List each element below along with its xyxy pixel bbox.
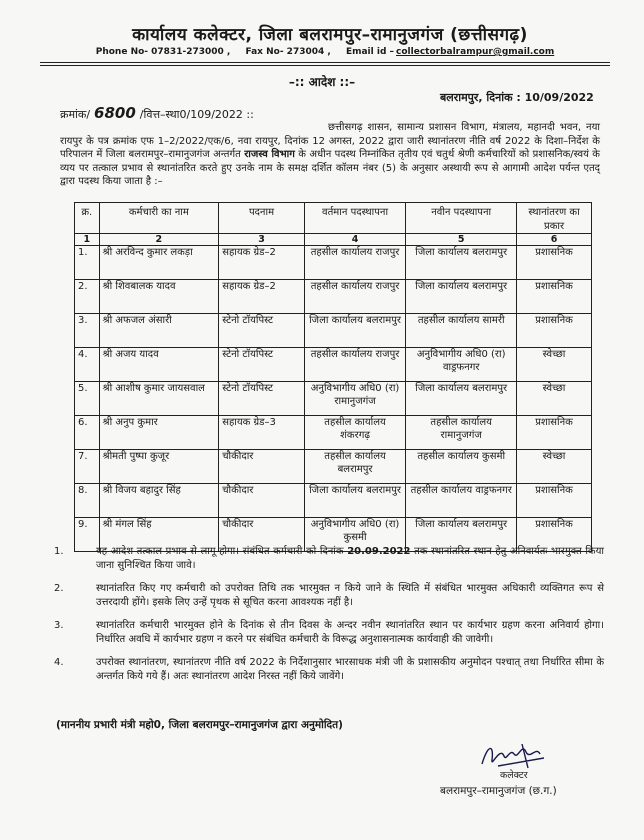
- serial-cell: 3.: [75, 314, 100, 348]
- para-department: राजस्व विभाग: [244, 149, 295, 160]
- col-number: 6: [517, 234, 592, 246]
- header-current-posting: वर्तमान पदस्थापना: [304, 203, 405, 234]
- fax-number: Fax No- 273004 ,: [245, 47, 331, 57]
- note-item: [54, 619, 604, 647]
- note-number: 1.: [54, 546, 64, 557]
- transfer-type-cell: स्वेच्छा: [517, 382, 592, 416]
- email-link[interactable]: collectorbalrampur@gmail.com: [396, 47, 555, 57]
- table-row: [75, 450, 592, 484]
- name-cell: श्री विजय बहादुर सिंह: [99, 484, 219, 518]
- post-cell: स्टेनो टॉयपिस्ट: [219, 382, 305, 416]
- serial-cell: 4.: [75, 348, 100, 382]
- note-number: 4.: [54, 657, 64, 668]
- note-item: [54, 582, 604, 610]
- col-number: 3: [219, 234, 305, 246]
- current-posting-cell: तहसील कार्यालय राजपुर: [304, 280, 405, 314]
- name-cell: श्रीमती पुष्पा कुजूर: [99, 450, 219, 484]
- name-cell: श्री मंगल सिंह: [99, 518, 219, 552]
- contact-line: [60, 47, 590, 57]
- new-posting-cell: तहसील कार्यालय रामानुजगंज: [406, 416, 517, 450]
- post-cell: स्टेनो टॉयपिस्ट: [219, 314, 305, 348]
- serial-cell: 5.: [75, 382, 100, 416]
- current-posting-cell: तहसील कार्यालय बलरामपुर: [304, 450, 405, 484]
- current-posting-cell: अनुविभागीय अधि0 (रा) कुसमी: [304, 518, 405, 552]
- office-title: कार्यालय कलेक्टर, जिला बलरामपुर–रामानुजगंज (छत्तीसगढ़): [132, 25, 528, 45]
- col-number: 4: [304, 234, 405, 246]
- current-posting-cell: अनुविभागीय अधि0 (रा) रामानुजगंज: [304, 382, 405, 416]
- name-cell: श्री शिवबालक यादव: [99, 280, 219, 314]
- new-posting-cell: जिला कार्यालय बलरामपुर: [406, 246, 517, 280]
- signature-icon: [478, 738, 558, 772]
- header-transfer-type: स्थानांतरण का प्रकार: [517, 203, 592, 234]
- current-posting-cell: तहसील कार्यालय राजपुर: [304, 246, 405, 280]
- note-text: स्थानांतरित किए गए कर्मचारी को उपरोक्त तिथि तक भारमुक्त न किये जाने के स्थिति में संबंधित भारमुक्त अधिकारी व्यक्तिगत रूप से उत्तरदायी होंगे। इसके लिए उन्हें पृथक से सूचित करना आवश्यक नहीं है।: [96, 583, 604, 608]
- name-cell: श्री आशीष कुमार जायसवाल: [99, 382, 219, 416]
- note-item: [54, 656, 604, 684]
- ref-prefix: क्रमांक/: [60, 108, 91, 121]
- note-text-end: तक स्थानांतरित स्थान हेतु अनिवार्यतः भारमुक्त किया जाना सुनिश्चित किया जावे।: [96, 546, 604, 571]
- post-cell: सहायक ग्रेड–2: [219, 246, 305, 280]
- header-new-posting: नवीन पदस्थापना: [406, 203, 517, 234]
- col-number: 2: [99, 234, 219, 246]
- note-number: 2.: [54, 583, 64, 594]
- post-cell: चौकीदार: [219, 484, 305, 518]
- post-cell: स्टेनो टॉयपिस्ट: [219, 348, 305, 382]
- serial-cell: 9.: [75, 518, 100, 552]
- para-start: छत्तीसगढ़ शासन, सामान्य प्रशासन विभाग, मंत्रालय, महानदी भवन, नया रायपुर के पत्र क्रमांक एफ 1–2/2022/एक/6, नवा रायपुर, दिनांक 12 अगस्त, 2022 द्वारा जारी स्थानांतरण नीति वर्ष 2022 के दिशा–निर्देश के परिपालन में जिला बलरामपुर–रामानुजगंज अन्तर्गत: [60, 122, 600, 160]
- name-cell: श्री अरविन्द कुमार लकड़ा: [99, 246, 219, 280]
- new-posting-cell: तहसील कार्यालय कुसमी: [406, 450, 517, 484]
- order-heading: –:: आदेश ::–: [288, 75, 356, 89]
- para-end: के अधीन पदस्थ निम्नांकित तृतीय एवं चतुर्थ श्रेणी कर्मचारियों को प्रशासनिक/स्वयं के व्यय पर तत्काल प्रभाव से स्थानांतरित करते हुए उनके नाम के समक्ष दर्शित कॉलम नंबर (5) के अनुसार अस्थायी रूप से आगामी आदेश पर्यन्त एतद् द्वारा पदस्थ किया जाता है :–: [60, 149, 600, 187]
- name-cell: श्री अफजल अंसारी: [99, 314, 219, 348]
- approval-note: (माननीय प्रभारी मंत्री महो0, जिला बलरामपुर–रामानुजगंज द्वारा अनुमोदित): [56, 719, 343, 731]
- table-row: [75, 280, 592, 314]
- note-date: 20.09.2022: [347, 546, 411, 557]
- transfer-table: [74, 202, 592, 552]
- new-posting-cell: अनुविभागीय अधि0 (रा) वाड्रफनगर: [406, 348, 517, 382]
- new-posting-cell: जिला कार्यालय बलरामपुर: [406, 518, 517, 552]
- transfer-type-cell: प्रशासनिक: [517, 280, 592, 314]
- serial-cell: 2.: [75, 280, 100, 314]
- post-cell: चौकीदार: [219, 450, 305, 484]
- phone-number: Phone No- 07831-273000 ,: [95, 47, 231, 57]
- current-posting-cell: जिला कार्यालय बलरामपुर: [304, 484, 405, 518]
- transfer-type-cell: स्वेच्छा: [517, 348, 592, 382]
- table-row: [75, 484, 592, 518]
- new-posting-cell: जिला कार्यालय बलरामपुर: [406, 280, 517, 314]
- email-label: Email id –: [345, 47, 395, 57]
- current-posting-cell: जिला कार्यालय बलरामपुर: [304, 314, 405, 348]
- note-text: स्थानांतरित कर्मचारी भारमुक्त होने के दिनांक से तीन दिवस के अन्दर नवीन स्थानांतरित स्थान पर कार्यभार ग्रहण करना अनिवार्य होगा। निर्धारित अवधि में कार्यभार ग्रहण न करने पर संबंधित कर्मचारी के विरूद्ध अनुशासनात्मक कार्यवाही की जावेगी।: [96, 620, 604, 645]
- serial-cell: 8.: [75, 484, 100, 518]
- table-header-row: [75, 203, 592, 234]
- header-name: कर्मचारी का नाम: [99, 203, 219, 234]
- current-posting-cell: तहसील कार्यालय शंकरगढ़: [304, 416, 405, 450]
- new-posting-cell: तहसील कार्यालय वाड्रफनगर: [406, 484, 517, 518]
- new-posting-cell: तहसील कार्यालय सामरी: [406, 314, 517, 348]
- transfer-type-cell: प्रशासनिक: [517, 314, 592, 348]
- ref-number: 6800: [94, 104, 136, 122]
- header-divider: [40, 62, 610, 63]
- transfer-type-cell: प्रशासनिक: [517, 484, 592, 518]
- table-row: [75, 416, 592, 450]
- table-row: [75, 348, 592, 382]
- col-number: 5: [406, 234, 517, 246]
- column-number-row: [75, 234, 592, 246]
- order-notes: [54, 545, 604, 693]
- name-cell: श्री अनुप कुमार: [99, 416, 219, 450]
- note-text: यह आदेश तत्काल प्रभाव से लागू होगा। संबंधित कर्मचारी को दिनांक: [96, 546, 348, 557]
- header-post: पदनाम: [219, 203, 305, 234]
- table-row: [75, 246, 592, 280]
- reference-line: [60, 104, 254, 122]
- transfer-type-cell: स्वेच्छा: [517, 450, 592, 484]
- serial-cell: 1.: [75, 246, 100, 280]
- table-row: [75, 314, 592, 348]
- header-sr: क्र.: [75, 203, 100, 234]
- order-date: बलरामपुर, दिनांक : 10/09/2022: [440, 91, 594, 104]
- post-cell: सहायक ग्रेड–3: [219, 416, 305, 450]
- transfer-type-cell: प्रशासनिक: [517, 246, 592, 280]
- ref-suffix: /वित्त–स्था0/109/2022 ::: [139, 108, 254, 121]
- post-cell: सहायक ग्रेड–2: [219, 280, 305, 314]
- note-text: उपरोक्त स्थानांतरण, स्थानांतरण नीति वर्ष 2022 के निर्देशानुसार भारसाधक मंत्री जी के प्रशासकीय अनुमोदन पश्चात् तथा निर्धारित सीमा के अन्तर्गत किये गये हैं। अतः स्थानांतरण आदेश निरस्त नहीं किये जावेंगे।: [96, 657, 604, 682]
- note-number: 3.: [54, 620, 64, 631]
- signatory-title: कलेक्टर: [500, 770, 528, 781]
- post-cell: चौकीदार: [219, 518, 305, 552]
- transfer-type-cell: प्रशासनिक: [517, 416, 592, 450]
- col-number: 1: [75, 234, 100, 246]
- serial-cell: 7.: [75, 450, 100, 484]
- note-item: [54, 545, 604, 573]
- transfer-type-cell: प्रशासनिक: [517, 518, 592, 552]
- name-cell: श्री अजय यादव: [99, 348, 219, 382]
- table-row: [75, 382, 592, 416]
- signatory-place: बलरामपुर–रामानुजगंज (छ.ग.): [440, 785, 557, 797]
- header-divider-second: [40, 65, 610, 66]
- current-posting-cell: तहसील कार्यालय राजपुर: [304, 348, 405, 382]
- serial-cell: 6.: [75, 416, 100, 450]
- new-posting-cell: जिला कार्यालय बलरामपुर: [406, 382, 517, 416]
- order-paragraph: [60, 121, 600, 189]
